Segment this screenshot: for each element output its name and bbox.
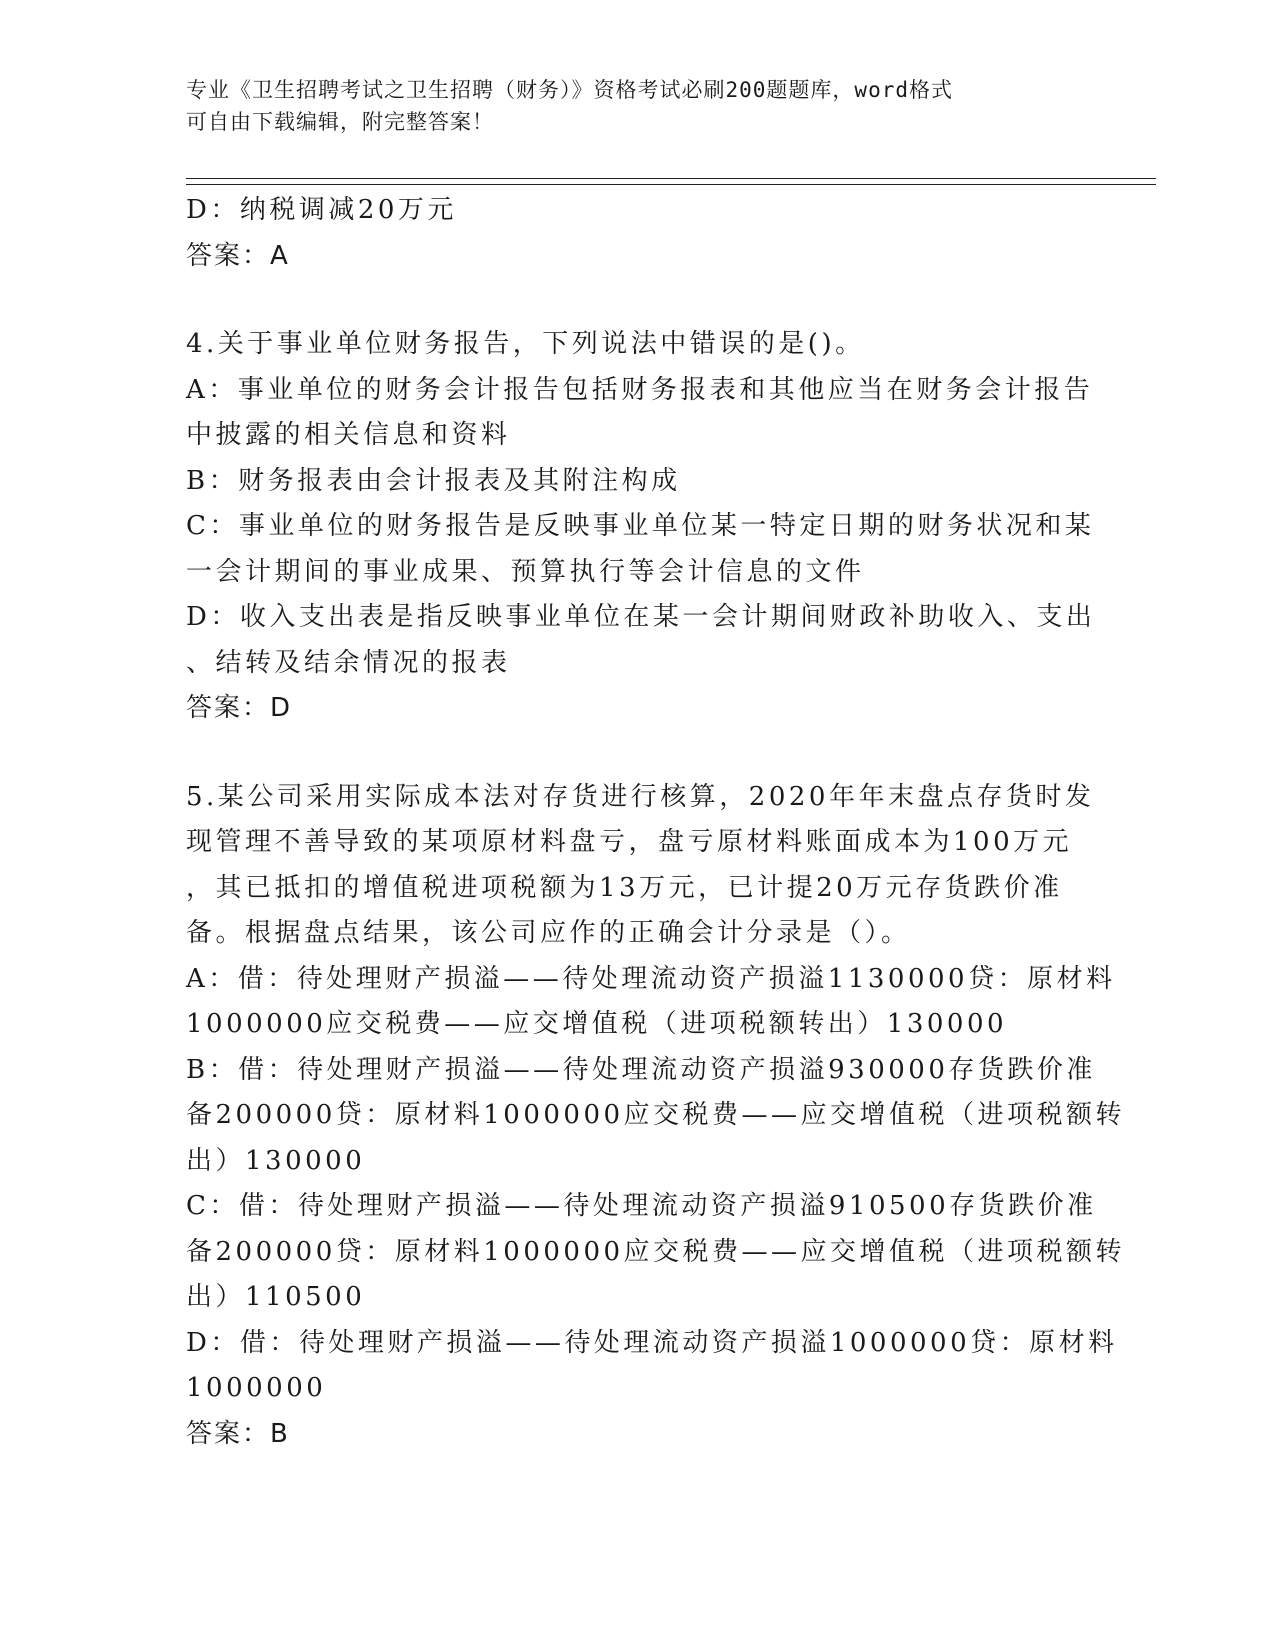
q4-option-a-line-1: A：事业单位的财务会计报告包括财务报表和其他应当在财务会计报告 [186,374,1094,405]
q5-option-b-line-3: 出）130000 [186,1145,366,1176]
q5-stem-line-1: 5.某公司采用实际成本法对存货进行核算，2020年年末盘点存货时发 [186,781,1095,812]
q5-stem-line-3: ，其已抵扣的增值税进项税额为13万元，已计提20万元存货跌价准 [186,872,1063,903]
document-body [186,188,1126,1457]
q5-option-d-line-2: 1000000 [186,1373,327,1403]
q5-option-c-line-2: 备200000贷：原材料1000000应交税费——应交增值税（进项税额转 [186,1236,1126,1267]
question-5 [186,775,1126,1458]
q4-option-b: B：财务报表由会计报表及其附注构成 [186,465,681,496]
q5-option-c-line-3: 出）110500 [186,1282,366,1312]
question-3-tail [186,188,1086,279]
q4-option-d-line-2: 、结转及结余情况的报表 [186,647,511,678]
q4-option-d-line-1: D：收入支出表是指反映事业单位在某一会计期间财政补助收入、支出 [186,602,1096,632]
document-header [186,74,1066,138]
question-4 [186,322,1096,732]
q3-answer: 答案：A [186,240,290,271]
header-line-1: 专业《卫生招聘考试之卫生招聘（财务）》资格考试必刷200题题库，word格式 [186,78,953,102]
q5-option-d-line-1: D：借：待处理财产损溢——待处理流动资产损溢1000000贷：原材料 [186,1327,1118,1358]
q5-stem-line-2: 现管理不善导致的某项原材料盘亏，盘亏原材料账面成本为100万元 [186,827,1073,857]
q4-answer: 答案：D [186,693,293,723]
q4-stem: 4.关于事业单位财务报告，下列说法中错误的是()。 [186,329,865,359]
spacer [186,732,1086,775]
header-line-2: 可自由下载编辑，附完整答案！ [186,110,494,134]
q5-option-b-line-2: 备200000贷：原材料1000000应交税费——应交增值税（进项税额转 [186,1100,1126,1130]
q5-option-b-line-1: B：借：待处理财产损溢——待处理流动资产损溢930000存货跌价准 [186,1054,1096,1085]
q5-option-a-line-1: A：借：待处理财产损溢——待处理流动资产损溢1130000贷：原材料 [186,963,1116,994]
spacer [186,279,1086,322]
q3-option-d: D：纳税调减20万元 [186,195,457,225]
header-divider-top [186,178,1156,179]
q5-stem-line-4: 备。根据盘点结果，该公司应作的正确会计分录是（）。 [186,918,911,948]
q5-answer: 答案：B [186,1418,290,1449]
q5-option-a-line-2: 1000000应交税费——应交增值税（进项税额转出）130000 [186,1009,1008,1039]
q4-option-c-line-2: 一会计期间的事业成果、预算执行等会计信息的文件 [186,556,865,587]
header-divider-bottom [186,184,1156,185]
q4-option-a-line-2: 中披露的相关信息和资料 [186,420,511,450]
q4-option-c-line-1: C：事业单位的财务报告是反映事业单位某一特定日期的财务状况和某 [186,511,1095,541]
q5-option-c-line-1: C：借：待处理财产损溢——待处理流动资产损溢910500存货跌价准 [186,1191,1097,1221]
